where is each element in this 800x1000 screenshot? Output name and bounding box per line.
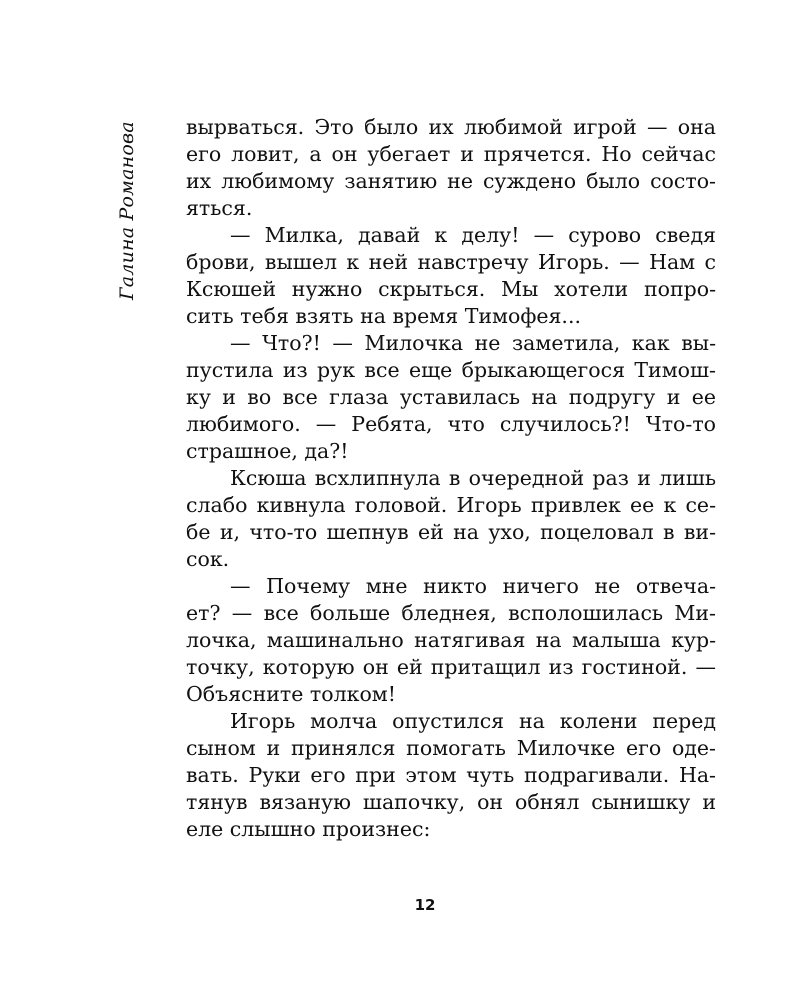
text-line: ет? — все больше бледнея, всполошилась Ми- (186, 601, 716, 625)
page-number: 12 (414, 896, 436, 914)
text-line: пустила из рук все еще брыкающегося Тимош- (186, 358, 716, 382)
text-line: яться. (186, 196, 253, 220)
text-line: брови, вышел к ней навстречу Игорь. — Нам с (186, 250, 716, 274)
text-line: точку, которую он ей притащил из гостиной. — (186, 655, 716, 679)
text-line: — Милка, давай к делу! — сурово сведя (230, 223, 716, 247)
text-line: еле слышно произнес: (186, 817, 431, 841)
text-line: сыном и принялся помогать Милочке его оде- (186, 736, 716, 760)
text-line: вырваться. Это было их любимой игрой — она (186, 115, 716, 139)
text-line: лочка, машинально натягивая на малыша кур- (186, 628, 716, 652)
text-line: бе и, что-то шепнув ей на ухо, поцеловал в ви- (186, 520, 716, 544)
body-text (186, 114, 716, 843)
text-line: — Что?! — Милочка не заметила, как вы- (230, 331, 716, 355)
text-line: сок. (186, 547, 230, 571)
text-line: сить тебя взять на время Тимофея... (186, 304, 581, 328)
text-line: тянув вязаную шапочку, он обнял сынишку и (186, 790, 716, 814)
text-line: слабо кивнула головой. Игорь привлек ее к се- (186, 493, 716, 517)
text-line: Объясните толком! (186, 682, 396, 706)
text-line: ку и во все глаза уставилась на подругу и ее (186, 385, 716, 409)
text-line: Ксюша всхлипнула в очередной раз и лишь (230, 466, 716, 490)
running-head-author: Галина Романова (116, 121, 138, 300)
text-line: Игорь молча опустился на колени перед (230, 709, 716, 733)
text-line: их любимому занятию не суждено было состо- (186, 169, 716, 193)
text-line: — Почему мне никто ничего не отвеча- (230, 574, 716, 598)
text-line: вать. Руки его при этом чуть подрагивали. На- (186, 763, 716, 787)
text-line: его ловит, а он убегает и прячется. Но сейчас (186, 142, 716, 166)
text-line: любимого. — Ребята, что случилось?! Что-то (186, 412, 716, 436)
text-line: Ксюшей нужно скрыться. Мы хотели попро- (186, 277, 716, 301)
text-line: страшное, да?! (186, 439, 349, 463)
